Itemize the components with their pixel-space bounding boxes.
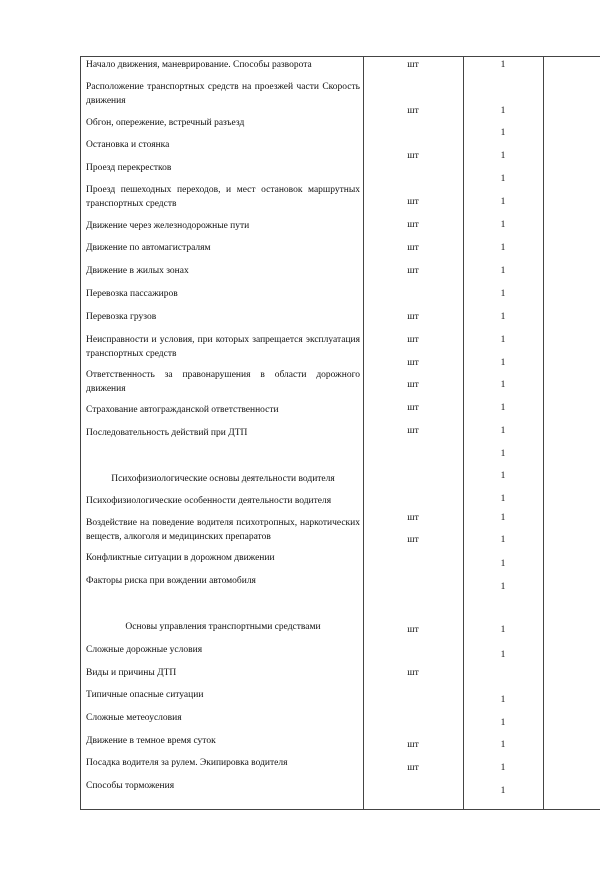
topic-cell: Воздействие на поведение водителя психотропных, наркотических веществ, алкоголя и медицинских препаратов bbox=[86, 518, 360, 542]
quantity-cell: 1 bbox=[500, 426, 506, 436]
quantity-cell: 1 bbox=[500, 243, 506, 253]
unit-cell: шт bbox=[407, 668, 419, 678]
unit-cell: шт bbox=[407, 151, 419, 161]
quantity-cell: 1 bbox=[500, 695, 506, 705]
section-heading: Основы управления транспортными средствами bbox=[125, 622, 321, 632]
quantity-cell: 1 bbox=[500, 289, 506, 299]
quantity-cell: 1 bbox=[500, 718, 506, 728]
unit-cell: шт bbox=[407, 403, 419, 413]
topic-cell: Перевозка пассажиров bbox=[86, 289, 178, 299]
unit-cell: шт bbox=[407, 335, 419, 345]
topic-cell: Сложные метеоусловия bbox=[86, 713, 182, 723]
unit-cell: шт bbox=[407, 380, 419, 390]
topic-cell: Ответственность за правонарушения в области дорожного движения bbox=[86, 370, 360, 394]
topic-cell: Остановка и стоянка bbox=[86, 140, 170, 150]
unit-cell: шт bbox=[407, 625, 419, 635]
topic-cell: Психофизиологические особенности деятельности водителя bbox=[86, 496, 332, 506]
topic-cell: Способы торможения bbox=[86, 781, 175, 791]
topic-cell: Последовательность действий при ДТП bbox=[86, 428, 248, 438]
quantity-cell: 1 bbox=[500, 403, 506, 413]
quantity-cell: 1 bbox=[500, 151, 506, 161]
quantity-cell: 1 bbox=[500, 786, 506, 796]
unit-cell: шт bbox=[407, 312, 419, 322]
unit-cell: шт bbox=[407, 266, 419, 276]
topic-cell: Перевозка грузов bbox=[86, 312, 157, 322]
unit-cell: шт bbox=[407, 513, 419, 523]
quantity-cell: 1 bbox=[500, 494, 506, 504]
quantity-cell: 1 bbox=[500, 471, 506, 481]
topic-cell: Движение в жилых зонах bbox=[86, 266, 189, 276]
quantity-cell: 1 bbox=[500, 197, 506, 207]
quantity-cell: 1 bbox=[500, 582, 506, 592]
unit-cell: шт bbox=[407, 763, 419, 773]
section-heading: Психофизиологические основы деятельности водителя bbox=[111, 474, 335, 484]
table-border-top bbox=[80, 56, 600, 57]
topic-cell: Страхование автогражданской ответственности bbox=[86, 405, 279, 415]
topic-cell: Неисправности и условия, при которых запрещается эксплуатация транспортных средств bbox=[86, 335, 360, 359]
topic-cell: Конфликтные ситуации в дорожном движении bbox=[86, 553, 275, 563]
quantity-cell: 1 bbox=[500, 106, 506, 116]
table-border-bottom bbox=[80, 809, 600, 810]
topic-cell: Движение через железнодорожные пути bbox=[86, 221, 250, 231]
quantity-cell: 1 bbox=[500, 60, 506, 70]
quantity-cell: 1 bbox=[500, 358, 506, 368]
quantity-cell: 1 bbox=[500, 650, 506, 660]
quantity-cell: 1 bbox=[500, 513, 506, 523]
quantity-cell: 1 bbox=[500, 625, 506, 635]
quantity-cell: 1 bbox=[500, 763, 506, 773]
quantity-cell: 1 bbox=[500, 740, 506, 750]
unit-cell: шт bbox=[407, 60, 419, 70]
topic-cell: Посадка водителя за рулем. Экипировка водителя bbox=[86, 758, 288, 768]
equipment-table bbox=[80, 56, 600, 810]
unit-cell: шт bbox=[407, 535, 419, 545]
unit-cell: шт bbox=[407, 426, 419, 436]
topic-cell: Обгон, опережение, встречный разъезд bbox=[86, 118, 245, 128]
quantity-cell: 1 bbox=[500, 266, 506, 276]
topic-cell: Факторы риска при вождении автомобиля bbox=[86, 576, 256, 586]
topic-cell: Проезд пешеходных переходов, и мест остановок маршрутных транспортных средств bbox=[86, 185, 360, 209]
quantity-cell: 1 bbox=[500, 380, 506, 390]
unit-cell: шт bbox=[407, 358, 419, 368]
unit-cell: шт bbox=[407, 197, 419, 207]
topic-cell: Начало движения, маневрирование. Способы разворота bbox=[86, 60, 312, 70]
topic-cell: Виды и причины ДТП bbox=[86, 668, 177, 678]
topic-cell: Расположение транспортных средств на проезжей части Скорость движения bbox=[86, 82, 360, 106]
quantity-cell: 1 bbox=[500, 128, 506, 138]
unit-cell: шт bbox=[407, 220, 419, 230]
quantity-cell: 1 bbox=[500, 174, 506, 184]
quantity-cell: 1 bbox=[500, 559, 506, 569]
topic-cell: Движение в темное время суток bbox=[86, 736, 216, 746]
unit-cell: шт bbox=[407, 243, 419, 253]
unit-cell: шт bbox=[407, 106, 419, 116]
topic-cell: Движение по автомагистралям bbox=[86, 243, 211, 253]
topic-cell: Типичные опасные ситуации bbox=[86, 690, 204, 700]
quantity-cell: 1 bbox=[500, 312, 506, 322]
quantity-cell: 1 bbox=[500, 220, 506, 230]
table-border-left bbox=[80, 56, 81, 810]
topic-cell: Проезд перекрестков bbox=[86, 163, 172, 173]
quantity-cell: 1 bbox=[500, 535, 506, 545]
quantity-cell: 1 bbox=[500, 335, 506, 345]
column-divider bbox=[543, 56, 544, 810]
quantity-cell: 1 bbox=[500, 449, 506, 459]
topic-cell: Сложные дорожные условия bbox=[86, 645, 203, 655]
unit-cell: шт bbox=[407, 740, 419, 750]
